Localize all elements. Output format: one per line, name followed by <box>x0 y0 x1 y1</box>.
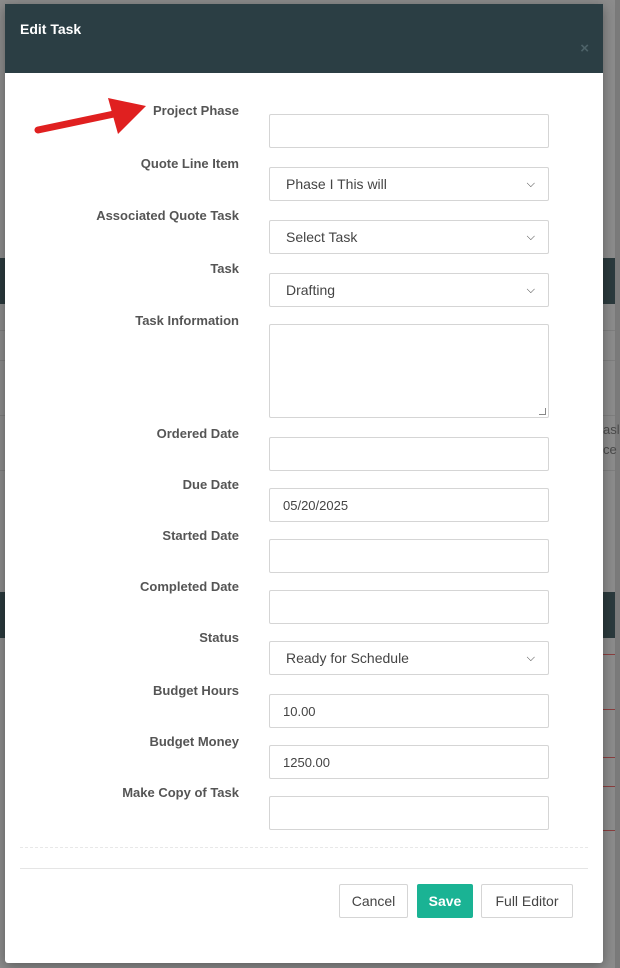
completed-date-label: Completed Date <box>140 579 239 594</box>
modal-header <box>5 4 603 73</box>
project-phase-label: Project Phase <box>153 103 239 118</box>
modal-title: Edit Task <box>20 21 82 37</box>
resize-grip-icon[interactable] <box>539 408 546 415</box>
task-select[interactable] <box>269 273 549 307</box>
started-date-input[interactable] <box>269 539 549 573</box>
associated-quote-task-value: Select Task <box>286 229 358 245</box>
full-editor-button[interactable]: Full Editor <box>481 884 573 918</box>
associated-quote-task-label: Associated Quote Task <box>96 208 239 223</box>
task-label: Task <box>210 261 239 276</box>
red-arrow-annotation-icon <box>30 94 150 142</box>
make-copy-of-task-label: Make Copy of Task <box>122 785 239 800</box>
chevron-down-icon: ⌵ <box>526 177 535 190</box>
associated-quote-task-select[interactable] <box>269 220 549 254</box>
chevron-down-icon: ⌵ <box>526 283 535 296</box>
quote-line-item-value: Phase I This will <box>286 176 387 192</box>
quote-line-item-label: Quote Line Item <box>140 156 239 171</box>
budget-hours-label: Budget Hours <box>153 683 239 698</box>
status-select[interactable] <box>269 641 549 675</box>
close-icon[interactable]: × <box>580 40 589 57</box>
ordered-date-label: Ordered Date <box>156 426 239 441</box>
budget-money-input[interactable]: 1250.00 <box>269 745 549 779</box>
background-text: ce <box>603 442 617 457</box>
save-button[interactable]: Save <box>417 884 473 918</box>
started-date-label: Started Date <box>162 528 239 543</box>
quote-line-item-select[interactable] <box>269 167 549 201</box>
task-information-label: Task Information <box>135 313 239 328</box>
cancel-button[interactable]: Cancel <box>339 884 408 918</box>
form-divider <box>20 847 588 848</box>
footer-divider <box>20 868 588 869</box>
budget-money-label: Budget Money <box>149 734 239 749</box>
ordered-date-input[interactable] <box>269 437 549 471</box>
background-text: asl <box>603 422 620 437</box>
task-information-textarea[interactable] <box>269 324 549 418</box>
chevron-down-icon: ⌵ <box>526 230 535 243</box>
status-label: Status <box>199 630 239 645</box>
project-phase-input[interactable] <box>269 114 549 148</box>
due-date-input[interactable]: 05/20/2025 <box>269 488 549 522</box>
status-value: Ready for Schedule <box>286 650 409 666</box>
task-value: Drafting <box>286 282 336 298</box>
due-date-label: Due Date <box>182 477 239 492</box>
edit-task-modal <box>5 4 603 963</box>
make-copy-of-task-input[interactable] <box>269 796 549 830</box>
completed-date-input[interactable] <box>269 590 549 624</box>
budget-hours-input[interactable]: 10.00 <box>269 694 549 728</box>
chevron-down-icon: ⌵ <box>526 651 535 664</box>
